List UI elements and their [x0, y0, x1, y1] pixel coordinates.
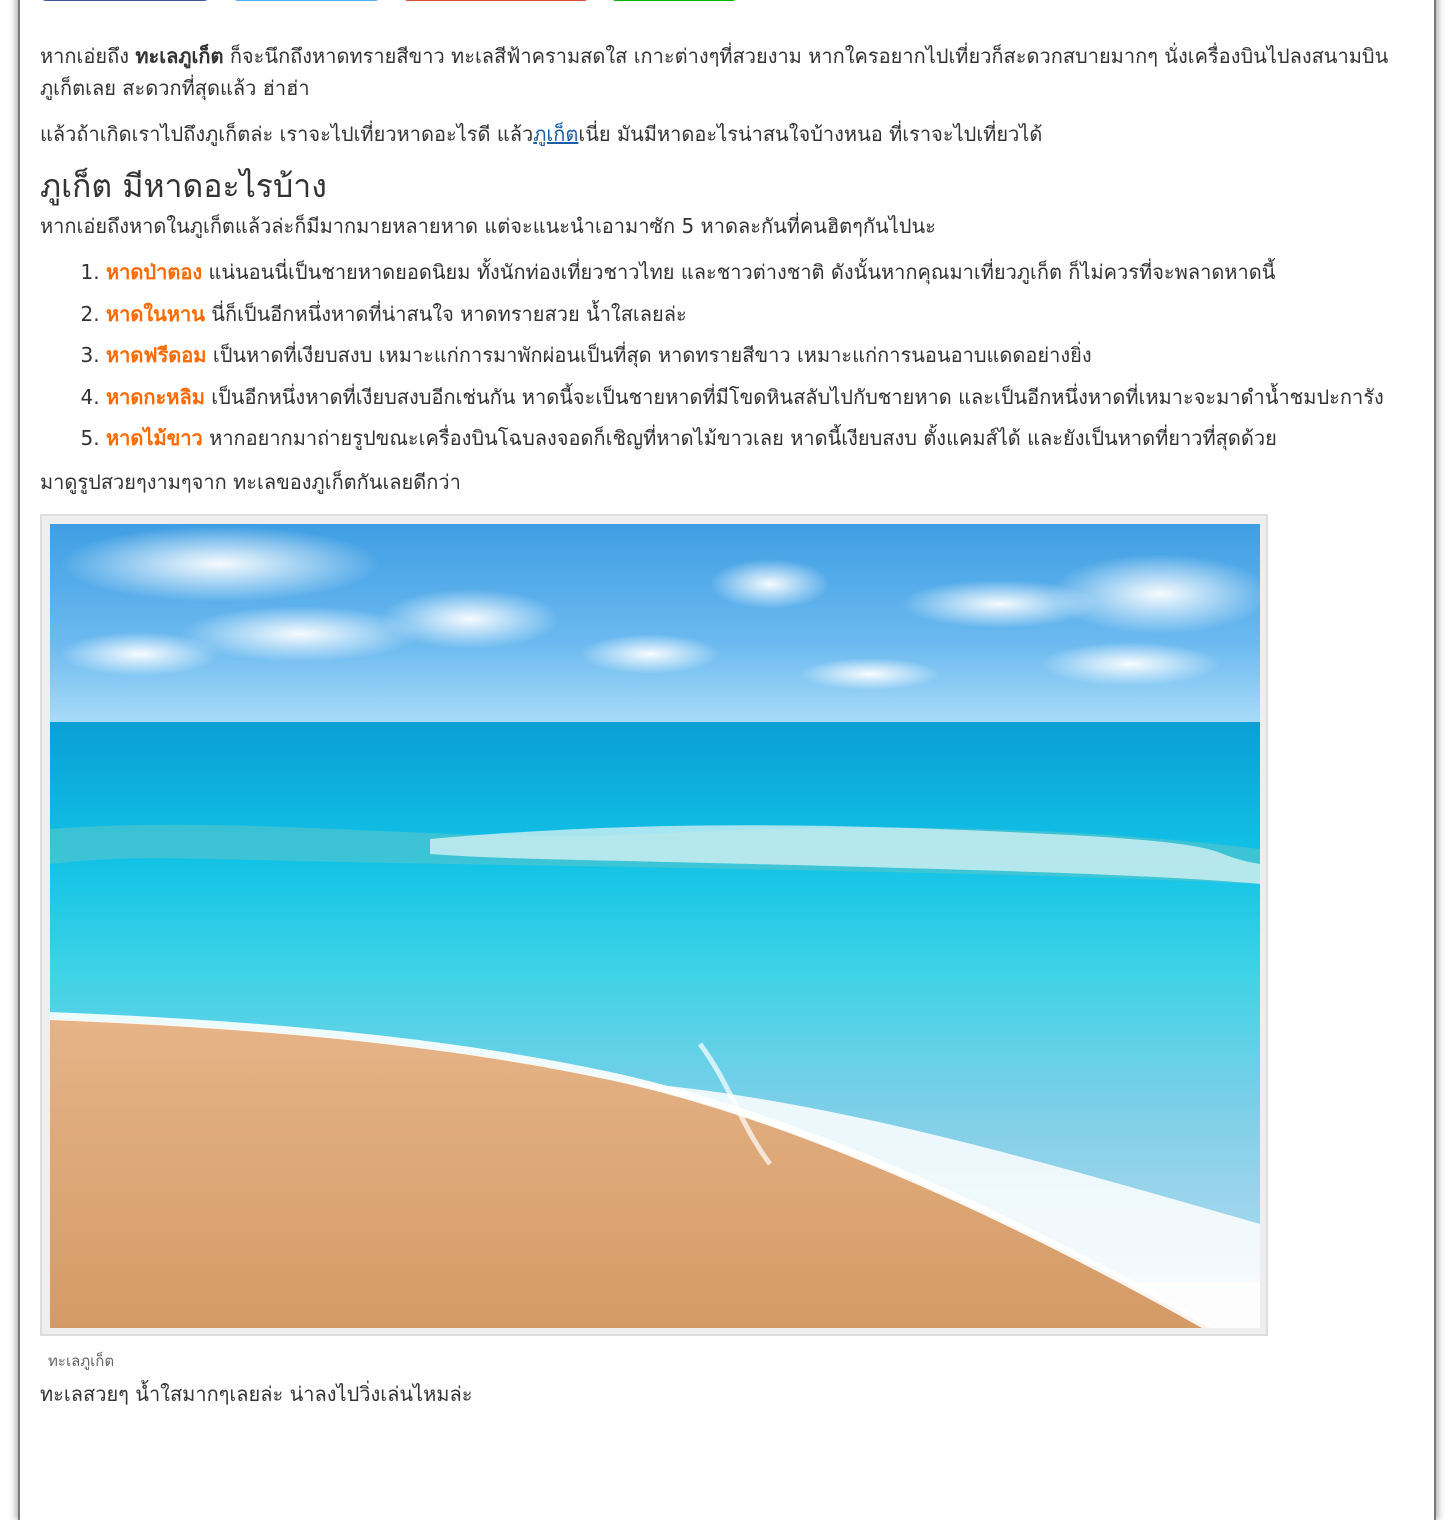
beach-description: เป็นอีกหนึ่งหาดที่เงียบสงบอีกเช่นกัน หาดนี้จะเป็นชายหาดที่มีโขดหินสลับไปกับชายหาด และเป็นอีกหนึ่งหาดที่เหมาะจะมาดำน้ำชมปะการัง	[204, 384, 1384, 409]
google-share-button[interactable]	[402, 0, 590, 1]
beach-photo-frame	[40, 514, 1268, 1336]
photo-intro: มาดูรูปสวยๆงามๆจาก ทะเลของภูเก็ตกันเลยดีกว่า	[40, 469, 461, 494]
list-item	[106, 294, 1410, 336]
intro-paragraph	[40, 40, 1410, 104]
beach-description: แน่นอนนี่เป็นชายหาดยอดนิยม ทั้งนักท่องเที่ยวชาวไทย และชาวต่างชาติ ดังนั้นหากคุณมาเที่ยวภูเก็ต ก็ไม่ควรที่จะพลาดหาดนี้	[202, 260, 1276, 284]
intro-prefix: หากเอ่ยถึง	[40, 44, 136, 68]
photo-caption: ทะเลภูเก็ต	[48, 1351, 115, 1370]
closing-paragraph: ทะเลสวยๆ น้ำใสมากๆเลยล่ะ น่าลงไปวิ่งเล่นไหมล่ะ	[40, 1381, 473, 1406]
beach-name: หาดป่าตอง	[106, 260, 203, 284]
list-item	[106, 418, 1410, 460]
para2-prefix: แล้วถ้าเกิดเราไปถึงภูเก็ตล่ะ เราจะไปเที่ยวหาดอะไรดี แล้ว	[40, 122, 534, 146]
beach-description: หากอยากมาถ่ายรูปขณะเครื่องบินโฉบลงจอดก็เชิญที่หาดไม้ขาวเลย หาดนี้เงียบสงบ ตั้งแคมส์ได้ และยังเป็นหาดที่ยาวที่สุดด้วย	[202, 426, 1277, 450]
para2-suffix: เนี่ย มันมีหาดอะไรน่าสนใจบ้างหนอ ที่เราจะไปเที่ยวได้	[578, 122, 1043, 146]
intro-suffix: ก็จะนึกถึงหาดทรายสีขาว ทะเลสีฟ้าครามสดใส เกาะต่างๆที่สวยงาม หากใครอยากไปเที่ยวก็สะดวกสบายมากๆ นั่งเครื่องบินไปลงสนามบินภูเก็ตเลย สะดวกที่สุดแล้ว ฮ่าฮ่า	[40, 44, 1389, 100]
beach-name: หาดฟรีดอม	[106, 343, 207, 367]
beach-description: เป็นหาดที่เงียบสงบ เหมาะแก่การมาพักผ่อนเป็นที่สุด หาดทรายสีขาว เหมาะแก่การนอนอาบแดดอย่างยิ่ง	[206, 343, 1092, 367]
beach-list	[40, 252, 1410, 460]
twitter-share-button[interactable]	[232, 0, 381, 1]
line-share-button[interactable]	[610, 0, 738, 1]
section-intro: หากเอ่ยถึงหาดในภูเก็ตแล้วล่ะก็มีมากมายหลายหาด แต่จะแนะนำเอามาซัก 5 หาดละกันที่คนฮิตๆกันไปนะ	[40, 214, 936, 238]
beach-name: หาดกะหลิม	[106, 384, 205, 409]
article-content	[40, 40, 1410, 1410]
beach-name: หาดในหาน	[106, 301, 205, 326]
beach-description: นี่ก็เป็นอีกหนึ่งหาดที่น่าสนใจ หาดทรายสวย น้ำใสเลยล่ะ	[204, 301, 687, 326]
second-paragraph	[40, 118, 1410, 150]
list-item	[106, 335, 1410, 377]
beach-name: หาดไม้ขาว	[106, 426, 203, 450]
beach-photo[interactable]	[50, 524, 1260, 1328]
phuket-link[interactable]: ภูเก็ต	[533, 122, 579, 146]
list-item	[106, 252, 1410, 294]
section-heading: ภูเก็ต มีหาดอะไรบ้าง	[40, 167, 327, 205]
facebook-share-button[interactable]	[40, 0, 210, 1]
list-item	[106, 377, 1410, 419]
intro-bold-keyword: ทะเลภูเก็ต	[135, 44, 224, 68]
